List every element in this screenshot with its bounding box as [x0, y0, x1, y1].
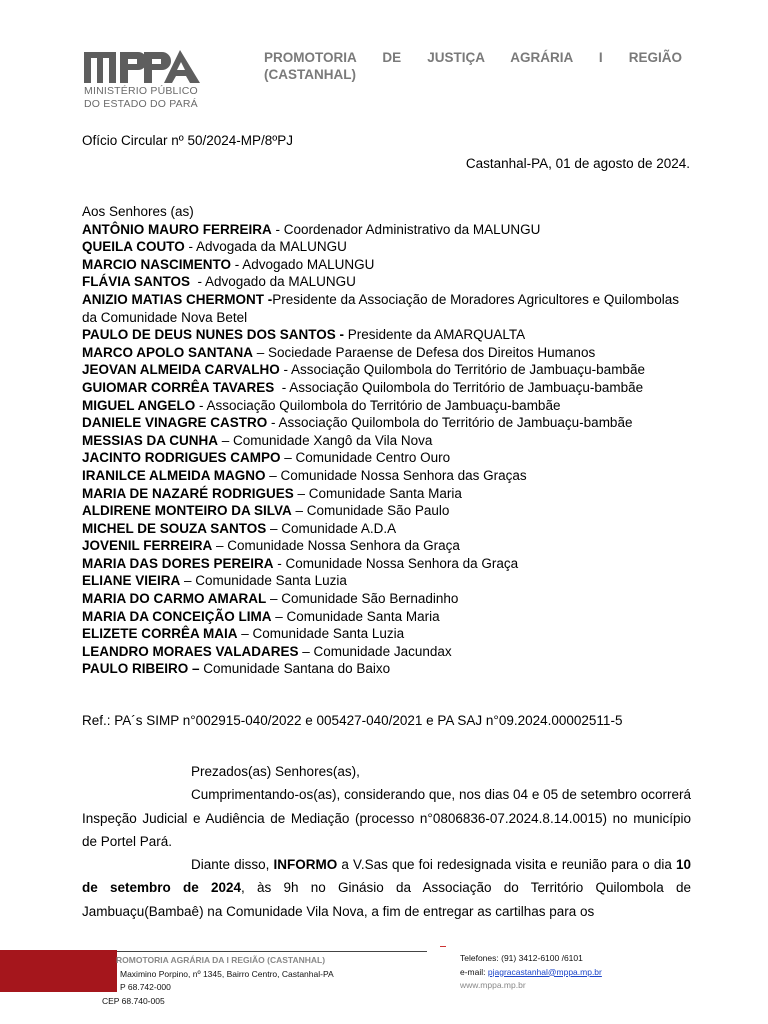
recipient-role: – Comunidade São Paulo	[291, 503, 450, 519]
recipient-role: – Comunidade São Bernadinho	[266, 591, 459, 607]
recipient-name: MARIA DA CONCEIÇÃO LIMA	[82, 608, 272, 624]
paragraph-2-text-a: Diante disso,	[191, 857, 274, 873]
mppa-logo	[84, 44, 224, 110]
recipient-item	[82, 326, 692, 344]
recipient-name: FLÁVIA SANTOS	[82, 274, 191, 290]
recipient-item	[82, 555, 692, 573]
reference-line: Ref.: PA´s SIMP n°002915-040/2022 e 005427-040/2021 e PA SAJ n°09.2024.00002511-5	[82, 713, 623, 728]
recipients-heading: Aos Senhores (as)	[82, 204, 194, 219]
recipient-item	[82, 537, 692, 555]
recipient-name: ANIZIO MATIAS CHERMONT -	[82, 291, 273, 307]
recipient-name: GUIOMAR CORRÊA TAVARES	[82, 379, 275, 395]
footer-cep-2: CEP 68.740-005	[102, 995, 165, 1006]
recipient-item	[82, 414, 692, 432]
recipient-item	[82, 361, 692, 379]
recipient-name: QUEILA COUTO	[82, 239, 185, 255]
recipient-item	[82, 520, 692, 538]
recipient-name: JOVENIL FERREIRA	[82, 538, 213, 554]
recipient-item	[82, 625, 692, 643]
recipient-role: - Advogado da MALUNGU	[190, 274, 356, 290]
paragraph-2-date: 10 de setembro de 2024	[82, 857, 692, 896]
recipient-item	[82, 643, 692, 661]
recipient-item	[82, 256, 692, 274]
recipient-role: Presidente da AMARQUALTA	[344, 327, 526, 343]
recipient-item	[82, 590, 692, 608]
recipient-item	[82, 273, 692, 291]
footer-contacts	[460, 952, 602, 993]
recipient-name: MARIA DE NAZARÉ RODRIGUES	[82, 485, 294, 501]
recipient-role: – Comunidade Xangô da Vila Nova	[218, 432, 433, 448]
recipient-name: DANIELE VINAGRE CASTRO	[82, 415, 268, 431]
recipient-name: PAULO DE DEUS NUNES DOS SANTOS -	[82, 327, 345, 343]
recipient-name: ALDIRENE MONTEIRO DA SILVA	[82, 503, 292, 519]
logo-subtitle-line1: MINISTÉRIO PÚBLICO	[84, 85, 198, 97]
recipient-item	[82, 221, 692, 239]
recipient-item	[82, 467, 692, 485]
recipient-role: – Comunidade Santa Luzia	[180, 573, 347, 589]
header-title-line1: PROMOTORIA DE JUSTIÇA AGRÁRIA I REGIÃO	[264, 50, 682, 65]
recipient-role: - Advogado MALUNGU	[231, 256, 375, 272]
recipient-name: ELIANE VIEIRA	[82, 573, 181, 589]
recipient-role: - Associação Quilombola do Território de Jambuaçu-bambãe	[279, 362, 645, 378]
recipient-role: – Comunidade Nossa Senhora das Graças	[265, 467, 527, 483]
mppa-logo-mark	[84, 44, 224, 84]
footer-street: Maximino Porpino, nº 1345, Bairro Centro, Castanhal-PA	[120, 968, 334, 979]
footer-address	[102, 954, 334, 1008]
recipient-role: - Comunidade Nossa Senhora da Graça	[273, 555, 519, 571]
recipient-name: MARIA DAS DORES PEREIRA	[82, 555, 274, 571]
footer-divider	[117, 951, 427, 952]
recipient-role: – Sociedade Paraense de Defesa dos Direitos Humanos	[253, 344, 596, 360]
recipient-item	[82, 660, 692, 678]
recipient-name: MESSIAS DA CUNHA	[82, 432, 219, 448]
recipient-item	[82, 572, 692, 590]
recipient-item	[82, 432, 692, 450]
recipient-role: - Associação Quilombola do Território de Jambuaçu-bambãe	[274, 379, 644, 395]
recipient-role: - Coordenador Administrativo da MALUNGU	[271, 221, 541, 237]
footer-phone: Telefones: (91) 3412-6100 /6101	[460, 953, 583, 963]
recipient-item	[82, 344, 692, 362]
recipient-role: – Comunidade A.D.A	[266, 520, 397, 536]
recipient-role: – Comunidade Santa Maria	[293, 485, 462, 501]
paragraph-2-text-c: a V.Sas que foi redesignada visita e reunião para o dia	[337, 857, 676, 873]
recipient-role: – Comunidade Nossa Senhora da Graça	[212, 538, 460, 554]
recipient-role: - Associação Quilombola do Território de Jambuaçu-bambãe	[267, 415, 633, 431]
recipient-role: Comunidade Santana do Baixo	[199, 661, 391, 677]
recipient-name: LEANDRO MORAES VALADARES	[82, 643, 299, 659]
recipient-item	[82, 449, 692, 467]
footer-email-link[interactable]: pjagracastanhal@mppa.mp.br	[487, 966, 602, 977]
recipient-name: JACINTO RODRIGUES CAMPO	[82, 450, 281, 466]
paragraph-2	[82, 853, 691, 923]
footer-accent-dash	[440, 946, 446, 947]
recipient-item	[82, 485, 692, 503]
recipient-name: IRANILCE ALMEIDA MAGNO	[82, 467, 266, 483]
document-reference-number: Ofício Circular nº 50/2024-MP/8ºPJ	[82, 133, 293, 148]
footer-email-label: e-mail:	[460, 966, 488, 977]
recipient-item	[82, 397, 692, 415]
footer-email-row	[460, 966, 602, 980]
footer-office-name: ROMOTORIA AGRÁRIA DA I REGIÃO (CASTANHAL)	[116, 955, 326, 965]
paragraph-2-informo: INFORMO	[273, 857, 338, 873]
recipient-role: Presidente da Associação de Moradores Agricultores e Quilombolas da Comunidade Nova Betel	[82, 291, 683, 325]
paragraph-1: Cumprimentando-os(as), considerando que, nos dias 04 e 05 de setembro ocorrerá Inspeção Judicial e Audiência de Mediação (processo n°0806836-07.2024.8.14.0015) no município de Portel Pará.	[82, 787, 691, 849]
recipient-item	[82, 608, 692, 626]
recipient-role: - Advogada da MALUNGU	[184, 239, 347, 255]
footer-cep-1: P 68.742-000	[120, 982, 171, 992]
letter-body	[82, 760, 691, 923]
recipient-name: MICHEL DE SOUZA SANTOS	[82, 520, 267, 536]
recipient-item	[82, 379, 692, 397]
recipient-item	[82, 291, 692, 326]
recipient-item	[82, 502, 692, 520]
recipient-name: JEOVAN ALMEIDA CARVALHO	[82, 362, 280, 378]
recipient-name: MARIA DO CARMO AMARAL	[82, 591, 267, 607]
recipient-name: PAULO RIBEIRO –	[82, 661, 200, 677]
recipient-rows	[82, 221, 692, 678]
recipient-item	[82, 238, 692, 256]
paragraph-2-text-e: , às 9h no Ginásio da Associação do Território Quilombola de Jambuaçu(Bambaê) na Comunidade Vila Nova, a fim de entregar as cartilhas para os	[82, 880, 691, 919]
recipient-role: – Comunidade Santa Maria	[271, 608, 440, 624]
header-title-line2: (CASTANHAL)	[264, 67, 356, 82]
mppa-wordmark-graphic	[84, 48, 212, 84]
recipients-list	[82, 203, 692, 678]
recipient-name: ELIZETE CORRÊA MAIA	[82, 626, 238, 642]
recipient-role: – Comunidade Jacundax	[298, 643, 452, 659]
document-date: Castanhal-PA, 01 de agosto de 2024.	[465, 156, 690, 171]
page-header-title	[264, 49, 682, 83]
recipient-name: MARCO APOLO SANTANA	[82, 344, 253, 360]
recipient-name: MIGUEL ANGELO	[82, 397, 196, 413]
recipient-name: ANTÔNIO MAURO FERREIRA	[82, 221, 272, 237]
recipient-role: – Comunidade Santa Luzia	[237, 626, 405, 642]
recipient-name: MARCIO NASCIMENTO	[82, 256, 232, 272]
footer-website-link[interactable]: www.mppa.mp.br	[460, 980, 526, 990]
footer-red-bar	[0, 950, 117, 992]
logo-subtitle-line2: DO ESTADO DO PARÁ	[84, 98, 198, 110]
recipient-role: - Associação Quilombola do Território de Jambuaçu-bambãe	[195, 397, 561, 413]
salutation: Prezados(as) Senhores(as),	[191, 764, 360, 779]
recipient-role: – Comunidade Centro Ouro	[280, 450, 451, 466]
